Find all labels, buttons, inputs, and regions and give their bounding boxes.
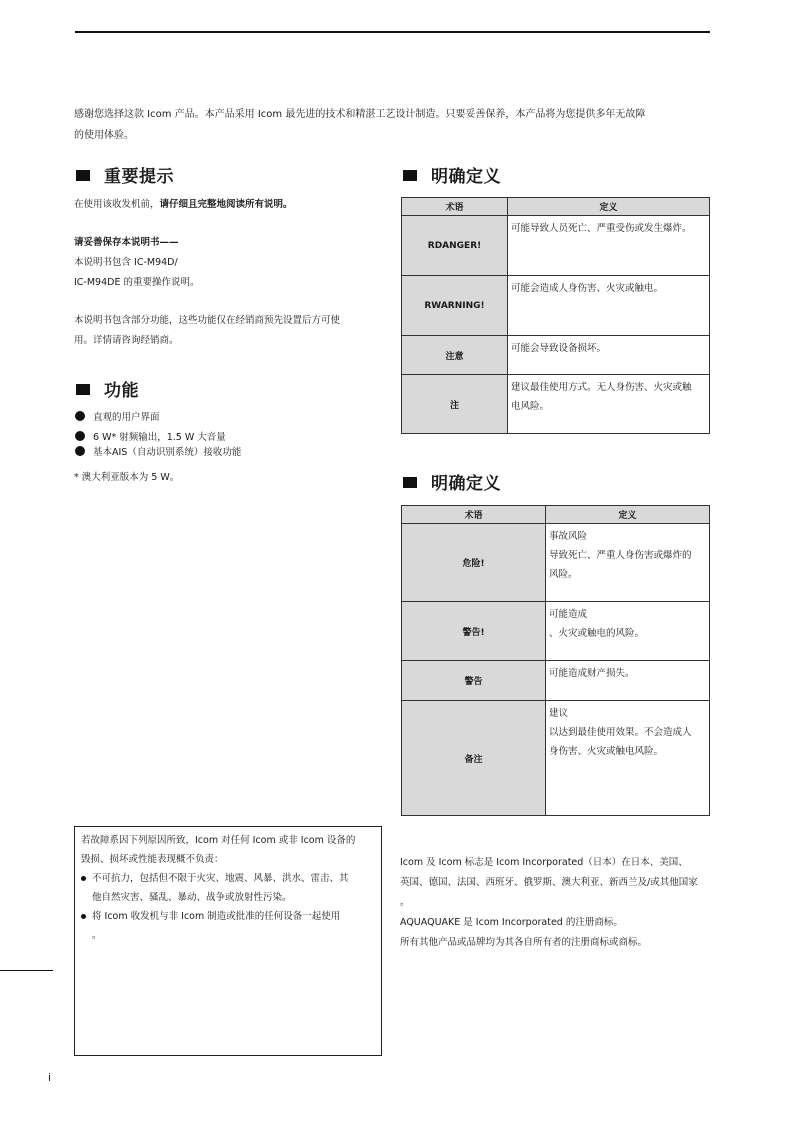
definitions-table-1 — [401, 197, 710, 434]
feature-item: 基本AIS（自动识别系统）接收功能 — [75, 445, 241, 460]
features-list — [75, 410, 241, 460]
page-number: i — [48, 1071, 52, 1084]
definitions-heading-2: 明确定义 — [403, 469, 501, 494]
table-row — [402, 216, 710, 276]
features-footnote: * 澳大利亚版本为 5 W。 — [74, 472, 180, 483]
trademark-line-4: AQUAQUAKE 是 Icom Incorporated 的注册商标。 — [400, 917, 623, 928]
square-bullet-icon — [76, 384, 90, 395]
table-row — [402, 336, 710, 375]
term-caution: 注意 — [402, 336, 508, 375]
col-def-header: 定义 — [508, 198, 710, 216]
col-term-header: 术语 — [402, 506, 546, 524]
read-instructions-line: 在使用该收发机前，请仔细且完整地阅读所有说明。 — [74, 199, 293, 210]
term-warning: RWARNING! — [402, 276, 508, 336]
intro-paragraph — [74, 104, 714, 146]
margin-rule — [0, 970, 53, 971]
col-def-header: 定义 — [546, 506, 710, 524]
feature-item: 6 W* 射频输出，1.5 W 大音量 — [75, 430, 241, 445]
keep-manual-line-2: 本说明书包含 IC-M94D/ — [74, 257, 178, 268]
square-bullet-icon — [76, 170, 90, 181]
term-note: 备注 — [402, 701, 546, 816]
definition-cell: 可能造成 、火灾或触电的风险。 — [546, 602, 710, 661]
term-warning: 警告! — [402, 602, 546, 661]
square-bullet-icon — [403, 170, 417, 181]
table-row — [402, 602, 710, 661]
definition-cell: 建议 以达到最佳使用效果。不会造成人 身伤害、火灾或触电风险。 — [546, 701, 710, 816]
disclaimer-box — [74, 826, 382, 1056]
bullet-dot-icon — [75, 446, 85, 456]
keep-manual-line-3: IC-M94DE 的重要操作说明。 — [74, 277, 200, 288]
disclaimer-bullet: 将 Icom 收发机与非 Icom 制造或批准的任何设备一起使用 。 — [81, 907, 375, 945]
intro-line-1: 感谢您选择这款 Icom 产品。本产品采用 Icom 最先进的技术和精湛工艺设计制造。只要妥善保养，本产品将为您提供多年无故障 — [74, 109, 646, 120]
dealer-note-line-2: 用。详情请咨询经销商。 — [74, 335, 179, 346]
disclaimer-line-1: 若故障系因下列原因所致，Icom 对任何 Icom 或非 Icom 设备的 — [81, 835, 356, 846]
definition-cell: 建议最佳使用方式。无人身伤害、火灾或触 电风险。 — [508, 375, 710, 434]
definition-cell: 事故风险 导致死亡、严重人身伤害或爆炸的 风险。 — [546, 524, 710, 602]
intro-line-2: 的使用体验。 — [74, 130, 134, 141]
trademark-line-3: 。 — [400, 897, 410, 908]
table-row — [402, 524, 710, 602]
table-row — [402, 276, 710, 336]
trademark-line-2: 英国、德国、法国、西班牙、俄罗斯、澳大利亚、新西兰及/或其他国家 — [400, 877, 698, 888]
definition-cell: 可能会导致设备损坏。 — [508, 336, 710, 375]
table-row — [402, 701, 710, 816]
important-section — [74, 195, 384, 351]
trademark-notice — [400, 853, 740, 953]
important-heading: 重要提示 — [76, 162, 174, 187]
term-note: 注 — [402, 375, 508, 434]
bullet-dot-icon — [75, 411, 85, 421]
feature-item: 直观的用户界面 — [75, 410, 241, 425]
top-rule — [75, 31, 710, 33]
definitions-heading-1: 明确定义 — [403, 162, 501, 187]
table-row — [402, 661, 710, 701]
bullet-dot-icon — [75, 431, 85, 441]
definition-cell: 可能导致人员死亡、严重受伤或发生爆炸。 — [508, 216, 710, 276]
disclaimer-line-2: 毁损、损坏或性能表现概不负责： — [81, 854, 224, 865]
features-heading: 功能 — [76, 376, 139, 401]
disclaimer-bullet: 不可抗力，包括但不限于火灾、地震、风暴、洪水、雷击、其 他自然灾害、骚乱、暴动、战争或放射性污染。 — [81, 869, 375, 907]
trademark-line-5: 所有其他产品或品牌均为其各自所有者的注册商标或商标。 — [400, 937, 648, 948]
definition-cell: 可能会造成人身伤害、火灾或触电。 — [508, 276, 710, 336]
term-danger: 危险! — [402, 524, 546, 602]
term-caution: 警告 — [402, 661, 546, 701]
trademark-line-1: Icom 及 Icom 标志是 Icom Incorporated（日本）在日本、美国、 — [400, 857, 688, 868]
square-bullet-icon — [403, 477, 417, 488]
definitions-table-2 — [401, 505, 710, 816]
dealer-note-line-1: 本说明书包含部分功能，这些功能仅在经销商预先设置后方可使 — [74, 315, 341, 326]
keep-manual-label: 请妥善保存本说明书—— — [74, 237, 179, 248]
col-term-header: 术语 — [402, 198, 508, 216]
term-danger: RDANGER! — [402, 216, 508, 276]
table-row — [402, 375, 710, 434]
definition-cell: 可能造成财产损失。 — [546, 661, 710, 701]
